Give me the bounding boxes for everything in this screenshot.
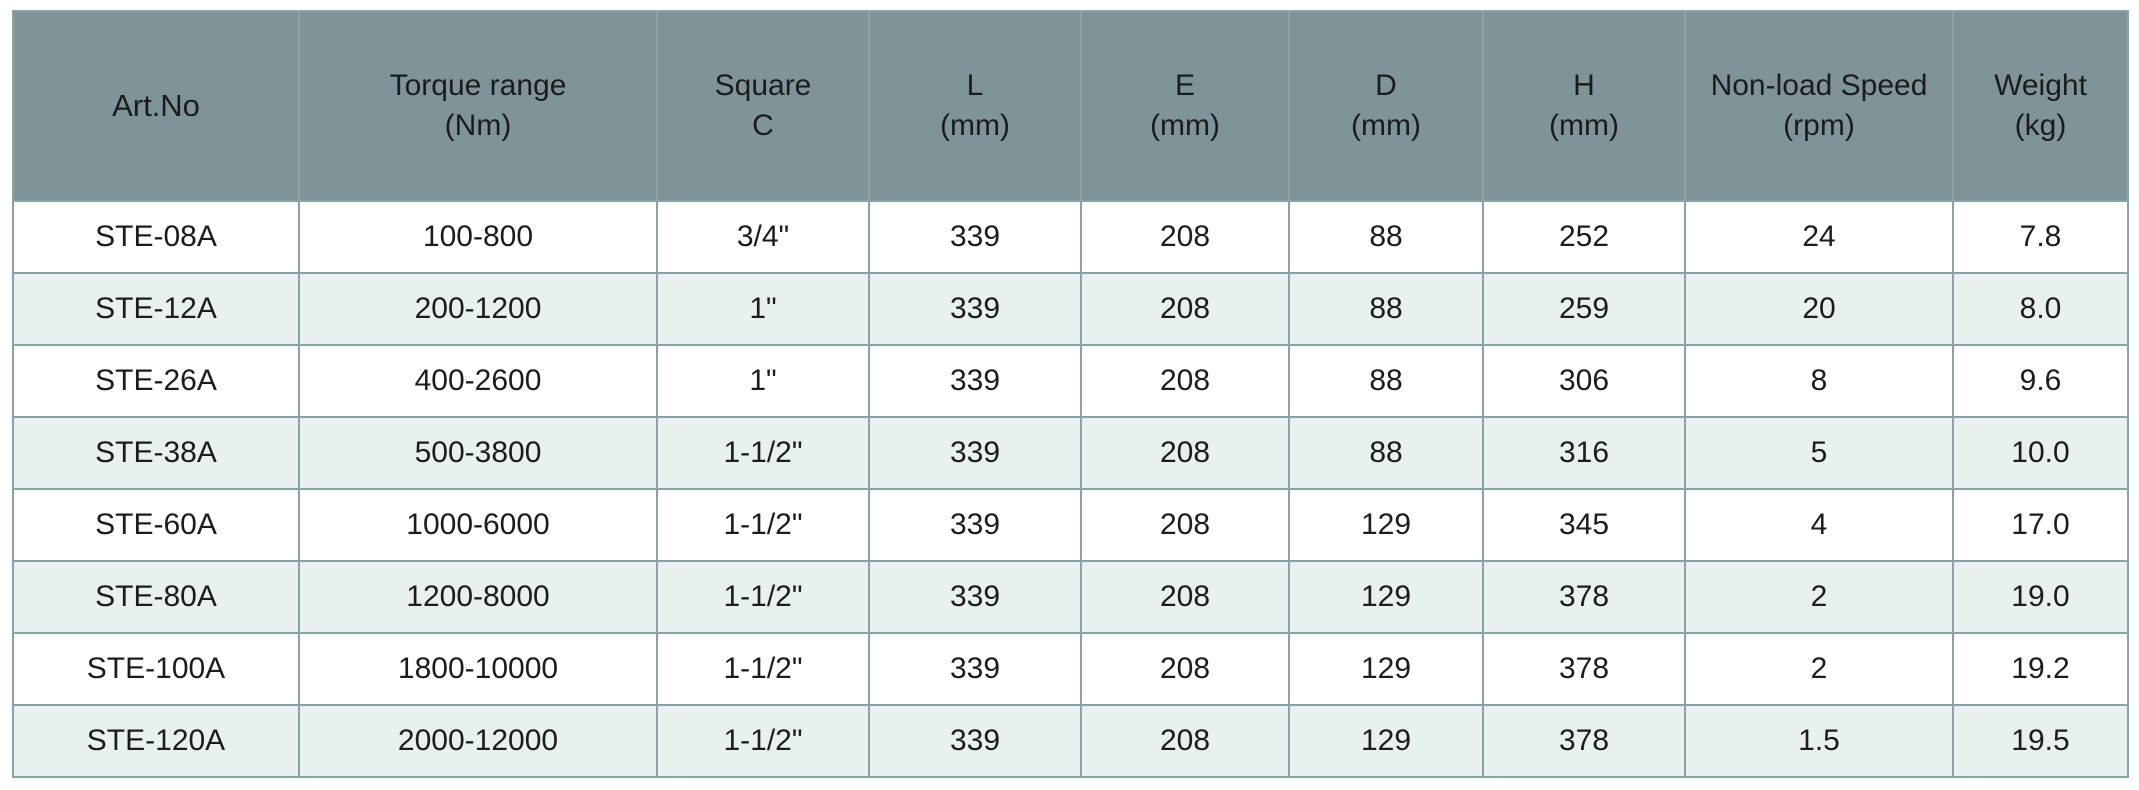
cell-d: 88: [1289, 273, 1483, 345]
cell-h: 345: [1483, 489, 1685, 561]
cell-square: 1-1/2": [657, 633, 869, 705]
cell-e: 208: [1081, 417, 1289, 489]
cell-h: 316: [1483, 417, 1685, 489]
table-header: [13, 11, 2128, 201]
cell-speed: 5: [1685, 417, 1953, 489]
cell-l: 339: [869, 201, 1081, 273]
table-row: [13, 273, 2128, 345]
cell-d: 88: [1289, 417, 1483, 489]
cell-torque: 1000-6000: [299, 489, 657, 561]
table-row: [13, 705, 2128, 777]
column-header-torque-range: [299, 11, 657, 201]
cell-art-no: STE-100A: [13, 633, 299, 705]
column-header-e-line1: E: [1174, 68, 1195, 102]
cell-speed: 20: [1685, 273, 1953, 345]
cell-l: 339: [869, 345, 1081, 417]
table-row: [13, 561, 2128, 633]
column-header-h-line2: (mm): [1549, 109, 1619, 142]
column-header-d-line2: (mm): [1351, 109, 1421, 142]
column-header-d-line1: D: [1375, 68, 1397, 102]
cell-speed: 2: [1685, 561, 1953, 633]
cell-torque: 2000-12000: [299, 705, 657, 777]
cell-l: 339: [869, 417, 1081, 489]
table-row: [13, 633, 2128, 705]
cell-speed: 2: [1685, 633, 1953, 705]
cell-square: 1": [657, 273, 869, 345]
cell-torque: 1200-8000: [299, 561, 657, 633]
column-header-non-load-speed-line2: (rpm): [1783, 109, 1855, 142]
cell-l: 339: [869, 489, 1081, 561]
cell-d: 88: [1289, 201, 1483, 273]
cell-e: 208: [1081, 201, 1289, 273]
cell-h: 252: [1483, 201, 1685, 273]
cell-weight: 10.0: [1953, 417, 2128, 489]
table-row: [13, 201, 2128, 273]
cell-square: 3/4": [657, 201, 869, 273]
column-header-non-load-speed: [1685, 11, 1953, 201]
column-header-square-line1: Square: [714, 68, 812, 102]
cell-e: 208: [1081, 705, 1289, 777]
cell-square: 1-1/2": [657, 561, 869, 633]
cell-art-no: STE-12A: [13, 273, 299, 345]
cell-art-no: STE-26A: [13, 345, 299, 417]
cell-torque: 100-800: [299, 201, 657, 273]
cell-speed: 8: [1685, 345, 1953, 417]
column-header-h: [1483, 11, 1685, 201]
header-row: [13, 11, 2128, 201]
cell-h: 378: [1483, 633, 1685, 705]
cell-weight: 17.0: [1953, 489, 2128, 561]
column-header-l-line1: L: [966, 68, 984, 102]
cell-weight: 7.8: [1953, 201, 2128, 273]
column-header-torque-range-line1: Torque range: [389, 68, 567, 102]
cell-e: 208: [1081, 561, 1289, 633]
cell-d: 129: [1289, 489, 1483, 561]
column-header-e-line2: (mm): [1150, 109, 1220, 142]
column-header-art-no-line1: Art.No: [112, 88, 200, 124]
cell-speed: 24: [1685, 201, 1953, 273]
cell-l: 339: [869, 273, 1081, 345]
column-header-weight: [1953, 11, 2128, 201]
cell-torque: 500-3800: [299, 417, 657, 489]
column-header-weight-line2: (kg): [2014, 109, 2067, 142]
cell-torque: 1800-10000: [299, 633, 657, 705]
cell-weight: 9.6: [1953, 345, 2128, 417]
cell-speed: 4: [1685, 489, 1953, 561]
cell-weight: 19.2: [1953, 633, 2128, 705]
cell-square: 1": [657, 345, 869, 417]
column-header-d: [1289, 11, 1483, 201]
cell-d: 129: [1289, 705, 1483, 777]
cell-art-no: STE-38A: [13, 417, 299, 489]
cell-weight: 19.5: [1953, 705, 2128, 777]
column-header-art-no: [13, 11, 299, 201]
cell-art-no: STE-08A: [13, 201, 299, 273]
table-row: [13, 417, 2128, 489]
cell-art-no: STE-120A: [13, 705, 299, 777]
column-header-square: [657, 11, 869, 201]
cell-d: 129: [1289, 561, 1483, 633]
cell-h: 306: [1483, 345, 1685, 417]
cell-l: 339: [869, 633, 1081, 705]
cell-square: 1-1/2": [657, 417, 869, 489]
column-header-e: [1081, 11, 1289, 201]
cell-torque: 400-2600: [299, 345, 657, 417]
cell-h: 378: [1483, 705, 1685, 777]
cell-l: 339: [869, 705, 1081, 777]
column-header-torque-range-line2: (Nm): [444, 109, 512, 142]
cell-weight: 19.0: [1953, 561, 2128, 633]
cell-e: 208: [1081, 273, 1289, 345]
column-header-l: [869, 11, 1081, 201]
column-header-non-load-speed-line1: Non-load Speed: [1710, 68, 1928, 102]
cell-h: 378: [1483, 561, 1685, 633]
table-row: [13, 345, 2128, 417]
column-header-square-line2: C: [752, 109, 774, 142]
cell-weight: 8.0: [1953, 273, 2128, 345]
cell-square: 1-1/2": [657, 489, 869, 561]
table-row: [13, 489, 2128, 561]
cell-e: 208: [1081, 489, 1289, 561]
cell-e: 208: [1081, 633, 1289, 705]
table-body: [13, 201, 2128, 777]
product-specification-table: [12, 10, 2129, 778]
column-header-l-line2: (mm): [940, 109, 1010, 142]
cell-square: 1-1/2": [657, 705, 869, 777]
cell-torque: 200-1200: [299, 273, 657, 345]
cell-art-no: STE-80A: [13, 561, 299, 633]
cell-d: 129: [1289, 633, 1483, 705]
cell-e: 208: [1081, 345, 1289, 417]
cell-l: 339: [869, 561, 1081, 633]
cell-art-no: STE-60A: [13, 489, 299, 561]
cell-d: 88: [1289, 345, 1483, 417]
column-header-h-line1: H: [1573, 68, 1595, 102]
cell-speed: 1.5: [1685, 705, 1953, 777]
cell-h: 259: [1483, 273, 1685, 345]
column-header-weight-line1: Weight: [1994, 68, 2087, 102]
